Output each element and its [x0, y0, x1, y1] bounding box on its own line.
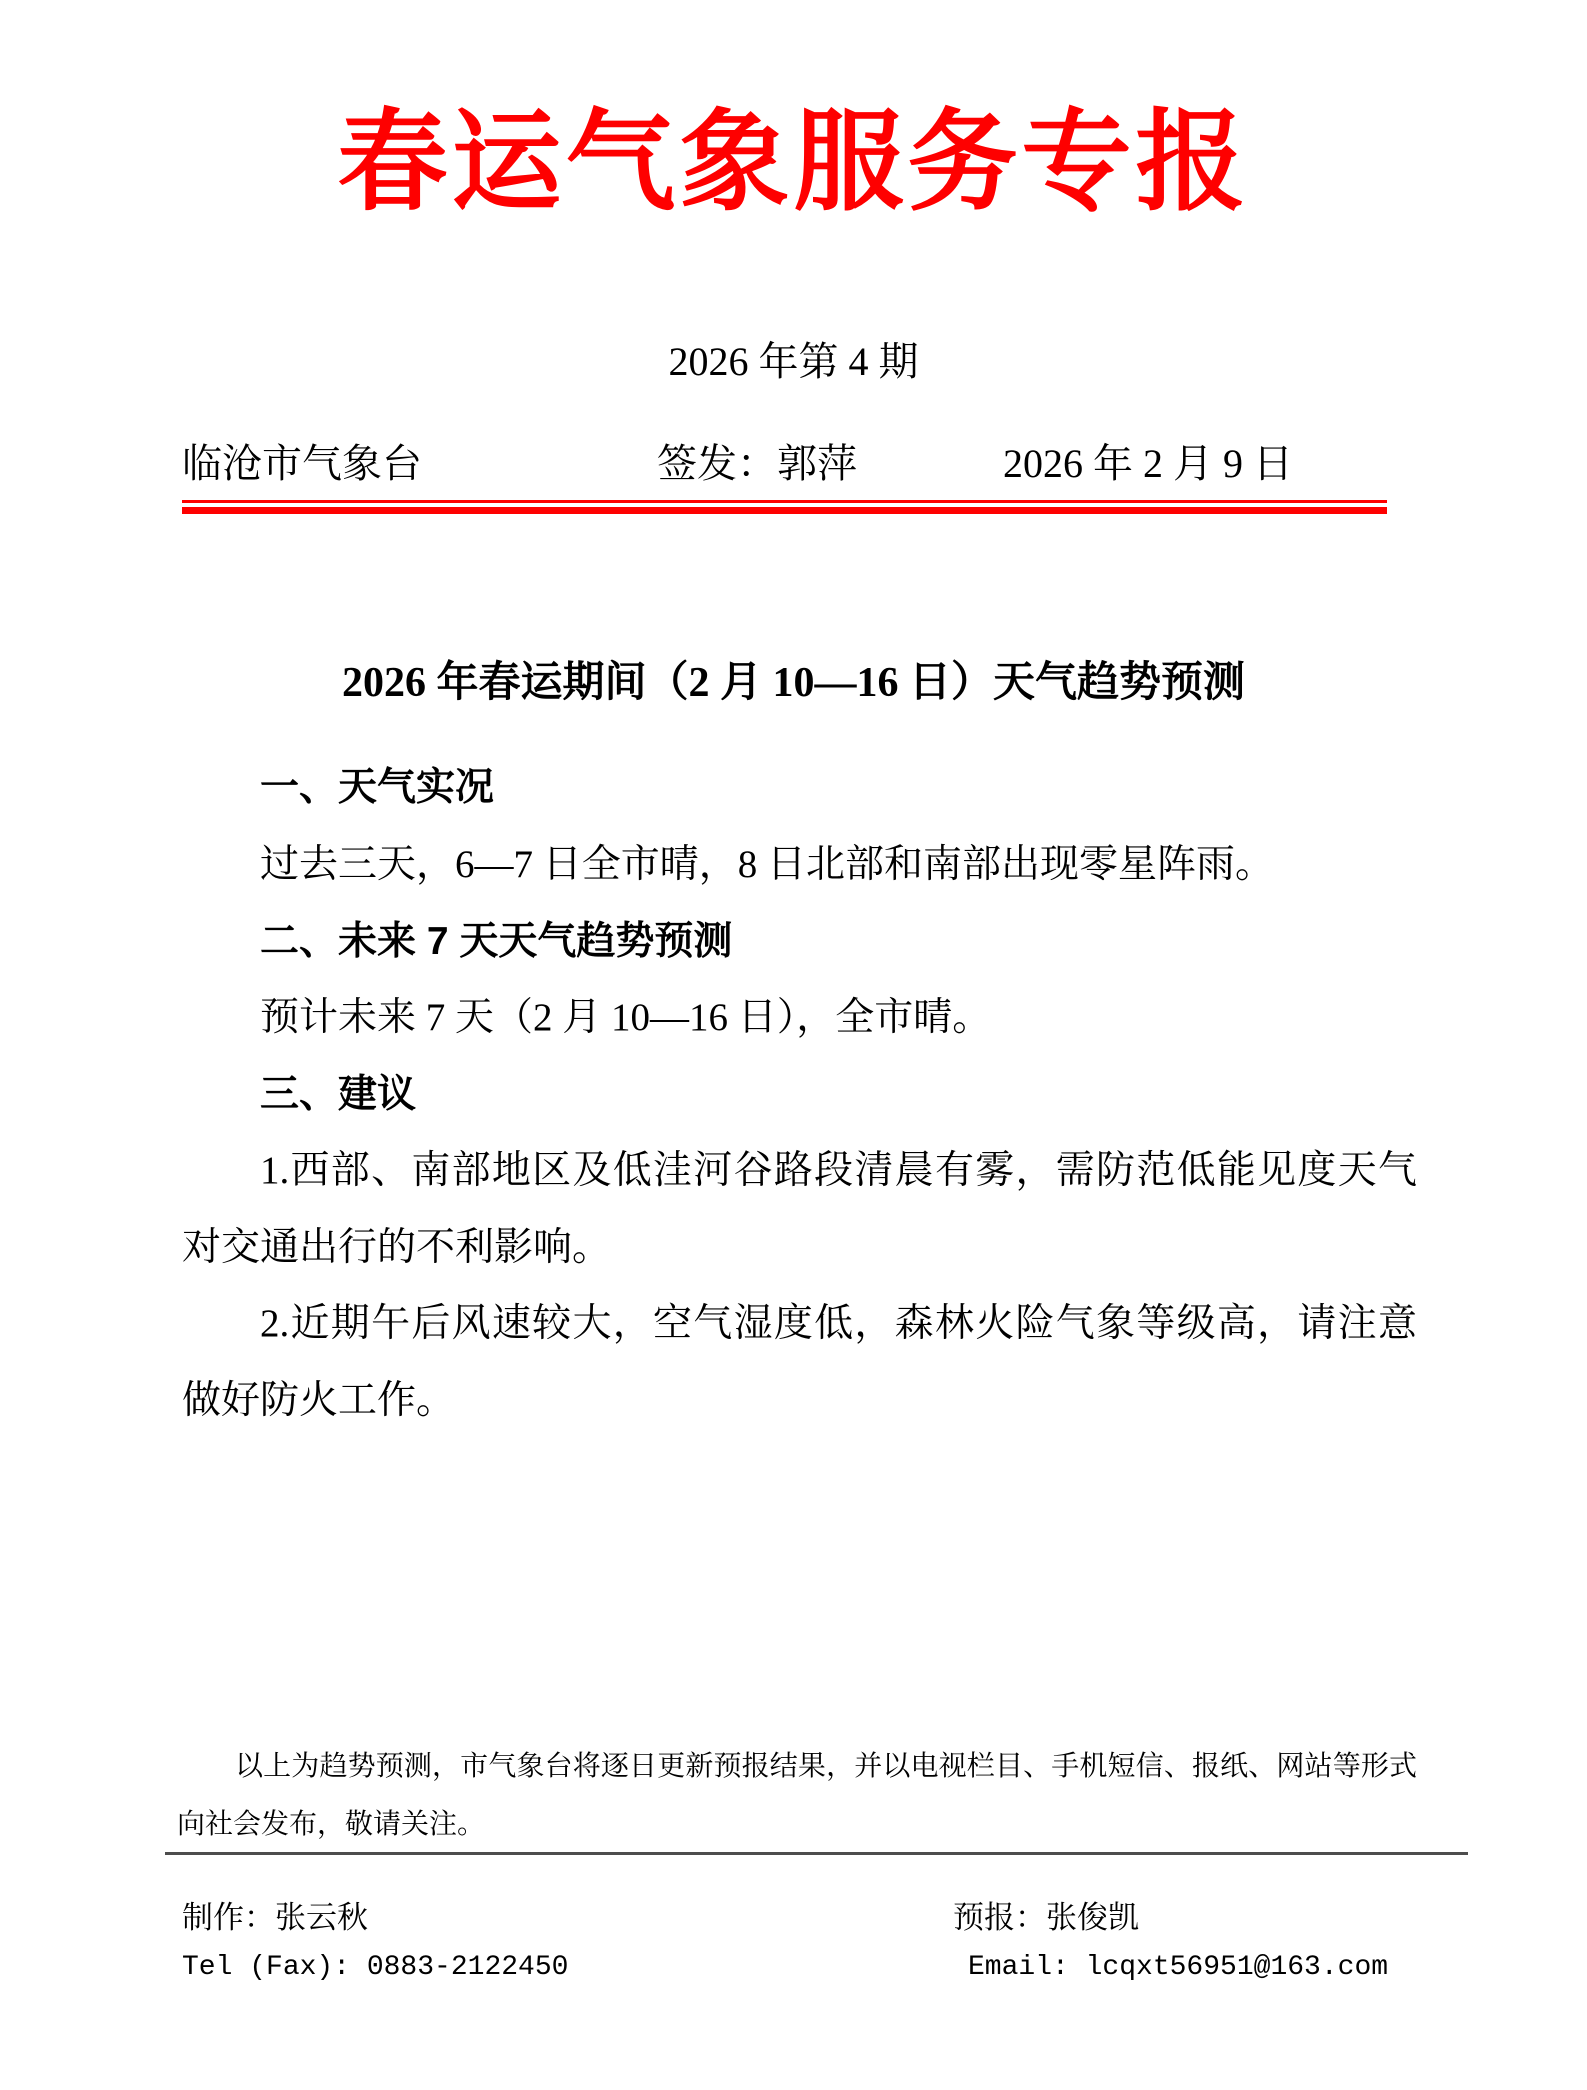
footer-divider [165, 1852, 1468, 1855]
masthead-title: 春运气象服务专报 [337, 102, 1250, 224]
section-paragraph: 预计未来 7 天（2 月 10—16 日），全市晴。 [260, 996, 992, 1039]
closing-note: 以上为趋势预测，市气象台将逐日更新预报结果，并以电视栏目、手机短信、报纸、网站等形式向社会发布，敬请关注。 [177, 1751, 1417, 1840]
red-rule-thin [182, 500, 1387, 503]
section-heading-advice: 三、建议 [260, 1073, 417, 1116]
section-paragraph: 2.近期午后风速较大，空气湿度低，森林火险气象等级高，请注意做好防火工作。 [182, 1302, 1417, 1422]
section-paragraph: 过去三天，6—7 日全市晴，8 日北部和南部出现零星阵雨。 [260, 843, 1275, 886]
forecaster-credit: 预报：张俊凯 [953, 1900, 1139, 1935]
issue-date: 2026 年 2 月 9 日 [1003, 441, 1293, 486]
agency-name: 临沧市气象台 [182, 441, 422, 486]
section-paragraph: 1.西部、南部地区及低洼河谷路段清晨有雾，需防范低能见度天气对交通出行的不利影响。 [182, 1149, 1417, 1269]
tel-fax-number: Tel (Fax): 0883-2122450 [182, 1952, 569, 1983]
red-rule-thick [182, 507, 1387, 514]
email-address: Email: lcqxt56951@163.com [968, 1952, 1389, 1983]
section-heading-forecast: 二、未来 7 天天气趋势预测 [260, 920, 733, 963]
report-title: 2026 年春运期间（2 月 10—16 日）天气趋势预测 [341, 660, 1245, 706]
issuer-name: 签发：郭萍 [657, 441, 857, 486]
maker-credit: 制作：张云秋 [182, 1900, 368, 1935]
section-heading-weather-actual: 一、天气实况 [260, 766, 495, 809]
issue-number: 2026 年第 4 期 [668, 339, 919, 384]
